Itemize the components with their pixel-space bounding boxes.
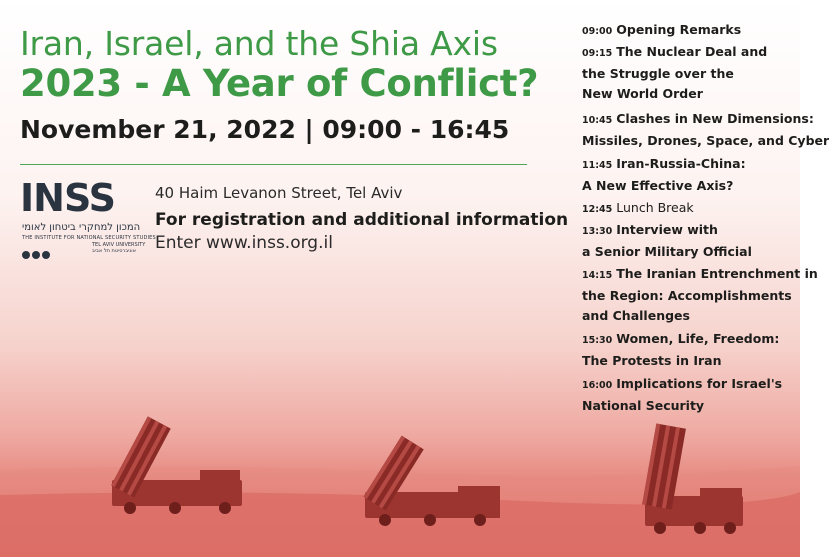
agenda-item — [582, 374, 782, 416]
university-name-he: אוניברסיטת תל אביב — [92, 248, 136, 254]
agenda-time: 15:30 — [582, 335, 613, 346]
agenda-session-title: A New Effective Axis? — [582, 178, 734, 193]
agenda-time: 16:00 — [582, 380, 613, 391]
agenda-session-title: the Struggle over the — [582, 66, 734, 81]
agenda-item — [582, 198, 694, 220]
agenda-item — [582, 20, 741, 42]
agenda-session-title: Women, Life, Freedom: — [616, 331, 780, 346]
logo-dots-icon — [22, 244, 52, 263]
agenda-item-line — [582, 242, 752, 262]
agenda-item — [582, 154, 746, 196]
agenda-session-title: New World Order — [582, 86, 703, 101]
agenda-session-title: Clashes in New Dimensions: — [616, 111, 814, 126]
agenda-item-line — [582, 109, 829, 131]
agenda-session-title: Lunch Break — [616, 200, 694, 215]
agenda-session-title: The Nuclear Deal and — [616, 44, 768, 59]
agenda-session-title: The Iranian Entrenchment in — [616, 266, 818, 281]
event-subtitle: 2023 - A Year of Conflict? — [20, 62, 539, 105]
agenda-item-line — [582, 42, 767, 64]
agenda-time: 09:00 — [582, 26, 613, 37]
agenda-item-line — [582, 286, 818, 306]
agenda-item — [582, 329, 779, 371]
agenda-session-title: National Security — [582, 398, 705, 413]
agenda-session-title: Missiles, Drones, Space, and Cyber — [582, 133, 829, 148]
logo-subtitle: THE INSTITUTE FOR NATIONAL SECURITY STUDIES — [22, 235, 156, 241]
event-date: November 21, 2022 | 09:00 - 16:45 — [20, 115, 510, 144]
agenda-item-line — [582, 131, 829, 151]
launcher-vehicle — [111, 416, 242, 514]
website-link[interactable]: Enter www.inss.org.il — [155, 233, 333, 253]
agenda-item-line — [582, 176, 746, 196]
agenda-session-title: The Protests in Iran — [582, 353, 722, 368]
university-logo — [92, 242, 145, 254]
agenda-time: 11:45 — [582, 160, 613, 171]
agenda-item-line — [582, 351, 779, 371]
agenda-time: 13:30 — [582, 226, 613, 237]
agenda-time: 12:45 — [582, 204, 613, 215]
agenda-session-title: and Challenges — [582, 308, 690, 323]
agenda-time: 09:15 — [582, 48, 613, 59]
agenda-item-line — [582, 374, 782, 396]
agenda-time: 14:15 — [582, 270, 613, 281]
logo-wordmark: INSS — [20, 176, 115, 220]
agenda-item-line — [582, 220, 752, 242]
agenda-item — [582, 264, 818, 326]
university-name-en: TEL AVIV UNIVERSITY — [92, 242, 146, 248]
agenda-session-title: Iran-Russia-China: — [616, 156, 746, 171]
agenda-session-title: the Region: Accomplishments — [582, 288, 792, 303]
agenda-item-line — [582, 84, 767, 104]
agenda-session-title: Interview with — [616, 222, 718, 237]
agenda-item-line — [582, 198, 694, 220]
agenda-item — [582, 220, 752, 262]
agenda-item-line — [582, 329, 779, 351]
agenda-item — [582, 109, 829, 151]
agenda-session-title: Implications for Israel's — [616, 376, 783, 391]
agenda-item-line — [582, 20, 741, 42]
agenda-item-line — [582, 396, 782, 416]
agenda-time: 10:45 — [582, 115, 613, 126]
inss-logo — [20, 176, 156, 255]
registration-text: For registration and additional information — [155, 210, 569, 230]
logo-hebrew-text: המכון למחקרי ביטחון לאומי — [22, 222, 141, 233]
agenda-item-line — [582, 64, 767, 84]
agenda-item — [582, 42, 767, 104]
agenda-item-line — [582, 154, 746, 176]
agenda-item-line — [582, 306, 818, 326]
venue-address: 40 Haim Levanon Street, Tel Aviv — [155, 184, 403, 202]
agenda-item-line — [582, 264, 818, 286]
divider-line — [20, 164, 527, 165]
event-title: Iran, Israel, and the Shia Axis — [20, 24, 498, 63]
agenda-session-title: a Senior Military Official — [582, 244, 752, 259]
agenda-session-title: Opening Remarks — [616, 22, 742, 37]
